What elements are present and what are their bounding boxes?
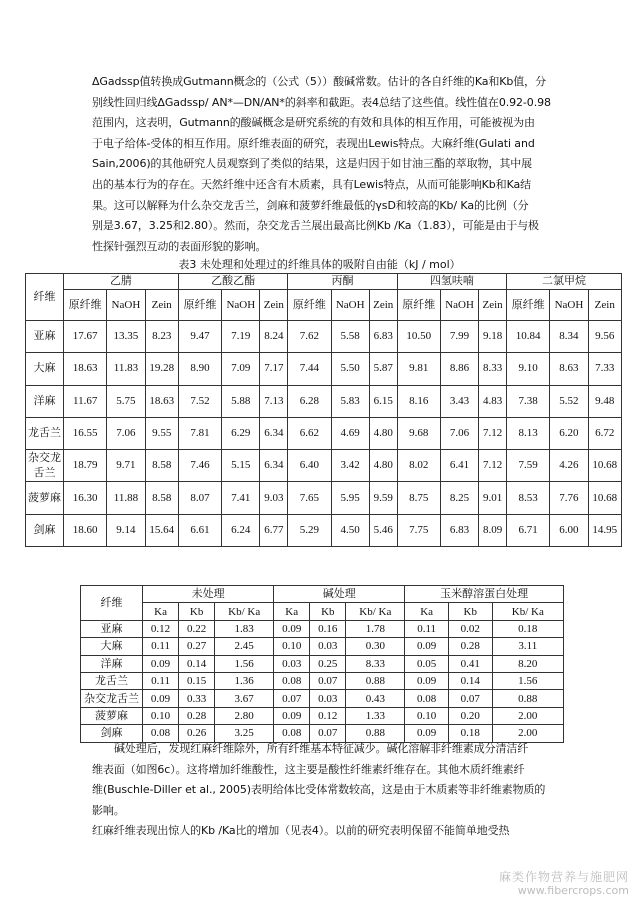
watermark-title: 麻类作物营养与施肥网 [498, 870, 629, 884]
column-header: Zein [479, 290, 507, 321]
table-cell: 5.88 [222, 385, 260, 417]
table-cell: 6.40 [288, 450, 331, 482]
table-cell: 4.69 [331, 417, 369, 449]
table-cell: 7.81 [178, 417, 221, 449]
table-cell: 8.07 [178, 482, 221, 514]
text-line: 维(Buschle-Diller et al., 2005)表明给体比受体常数较高，这是由于木质素等非纤维素物质的 [92, 783, 546, 797]
table-cell: 8.16 [397, 385, 440, 417]
table-cell: 6.83 [369, 321, 397, 353]
table-cell: 0.22 [179, 620, 215, 637]
row-label: 亚麻 [81, 620, 143, 637]
table-cell: 5.29 [288, 514, 331, 546]
text-line: 碱处理后，发现红麻纤维除外，所有纤维基本特征减少。碱化溶解非纤维素成分清洁纤 [114, 742, 529, 755]
text-line: 别线性回归线ΔGadssp/ AN*—DN/AN*的斜率和截距。表4总结了这些值。线性值在0.92-0.98 [92, 95, 551, 109]
table-cell: 1.56 [492, 672, 563, 689]
row-label: 洋麻 [81, 655, 143, 672]
table-cell: 5.83 [331, 385, 369, 417]
table-cell: 9.48 [588, 385, 621, 417]
table-cell: 3.11 [492, 638, 563, 655]
text-line: 果。这可以解释为什么杂交龙舌兰，剑麻和菠萝纤维最低的γsD和较高的Kb/ Ka的比例（分 [92, 198, 529, 212]
table-cell: 0.27 [179, 638, 215, 655]
table-cell: 0.03 [310, 638, 346, 655]
table-cell: 0.08 [143, 725, 179, 742]
table-cell: 5.15 [222, 450, 260, 482]
column-header: NaOH [222, 290, 260, 321]
table-cell: 11.67 [64, 385, 107, 417]
table-cell: 9.68 [397, 417, 440, 449]
table-cell: 9.71 [107, 450, 145, 482]
table-cell: 0.02 [448, 620, 492, 637]
table-cell: 8.33 [479, 353, 507, 385]
table-cell: 3.67 [215, 690, 274, 707]
table-cell: 2.45 [215, 638, 274, 655]
group-header: 玉米醇溶蛋白处理 [405, 586, 564, 603]
table-cell: 6.28 [288, 385, 331, 417]
table-cell: 0.15 [179, 672, 215, 689]
table-cell: 10.68 [588, 482, 621, 514]
row-label: 杂交龙舌兰 [81, 690, 143, 707]
table-row [81, 620, 564, 637]
table-cell: 5.95 [331, 482, 369, 514]
table-cell: 8.34 [550, 321, 588, 353]
table-cell: 10.84 [507, 321, 550, 353]
table-cell: 8.90 [178, 353, 221, 385]
text-line: 出的基本行为的存在。天然纤维中还含有木质素，具有Lewis特点，从而可能影响Kb和Ka结 [92, 177, 532, 191]
table-cell: 0.88 [492, 690, 563, 707]
table-cell: 0.03 [274, 655, 310, 672]
table-cell: 8.24 [260, 321, 288, 353]
table-cell: 8.25 [440, 482, 478, 514]
table-cell: 5.87 [369, 353, 397, 385]
table-cell: 6.62 [288, 417, 331, 449]
column-header: Kb [310, 603, 346, 620]
column-header: Zein [145, 290, 178, 321]
table-cell: 9.03 [260, 482, 288, 514]
table-cell: 0.09 [274, 620, 310, 637]
table-cell: 7.17 [260, 353, 288, 385]
table-cell: 0.09 [274, 707, 310, 724]
text-line: 范围内，这表明，Gutmann的酸碱概念是研究系统的有效和具体的相互作用，可能被视为由 [92, 116, 535, 130]
table-cell: 1.33 [346, 707, 405, 724]
row-label: 亚麻 [26, 321, 64, 353]
table-cell: 1.83 [215, 620, 274, 637]
table-cell: 0.41 [448, 655, 492, 672]
table-cell: 6.00 [550, 514, 588, 546]
table-cell: 0.07 [310, 725, 346, 742]
table-cell: 0.18 [492, 620, 563, 637]
table-cell: 7.44 [288, 353, 331, 385]
table-cell: 7.06 [107, 417, 145, 449]
table-cell: 4.80 [369, 450, 397, 482]
row-label: 杂交龙舌兰 [26, 450, 64, 482]
table-cell: 0.28 [179, 707, 215, 724]
table-cell: 0.03 [310, 690, 346, 707]
table-cell: 9.10 [507, 353, 550, 385]
table-cell: 16.55 [64, 417, 107, 449]
group-header: 碱处理 [274, 586, 405, 603]
table-cell: 7.12 [479, 450, 507, 482]
table-cell: 8.20 [492, 655, 563, 672]
table-cell: 7.75 [397, 514, 440, 546]
row-label: 大麻 [81, 638, 143, 655]
table-cell: 7.62 [288, 321, 331, 353]
table-cell: 2.80 [215, 707, 274, 724]
table-cell: 0.30 [346, 638, 405, 655]
table-cell: 0.12 [310, 707, 346, 724]
table-cell: 7.52 [178, 385, 221, 417]
table-cell: 3.42 [331, 450, 369, 482]
text-line: 别是3.67，3.25和2.80）。然而，杂交龙舌兰展出最高比例Kb /Ka（1.83），可能是由于与极 [92, 219, 539, 233]
group-header: 二氯甲烷 [507, 274, 622, 290]
table-cell: 0.08 [274, 725, 310, 742]
table-cell: 8.86 [440, 353, 478, 385]
table-cell: 0.07 [310, 672, 346, 689]
table-cell: 7.33 [588, 353, 621, 385]
table-cell: 10.68 [588, 450, 621, 482]
table-cell: 0.11 [405, 620, 449, 637]
table-cell: 7.46 [178, 450, 221, 482]
site-watermark [499, 871, 629, 897]
table-cell: 7.59 [507, 450, 550, 482]
row-label: 剑麻 [81, 725, 143, 742]
fiber-header: 纤维 [81, 586, 143, 621]
group-header: 丙酮 [288, 274, 397, 290]
table-cell: 7.99 [440, 321, 478, 353]
table-cell: 9.81 [397, 353, 440, 385]
text-line: 维表面（如图6c）。这将增加纤维酸性，这主要是酸性纤维素纤维存在。其他木质纤维素纤 [92, 762, 525, 776]
table-cell: 8.53 [507, 482, 550, 514]
group-header: 乙酸乙酯 [178, 274, 287, 290]
table-cell: 5.58 [331, 321, 369, 353]
table-cell: 6.77 [260, 514, 288, 546]
table-cell: 0.09 [405, 672, 449, 689]
table-cell: 0.88 [346, 672, 405, 689]
table-cell: 0.09 [143, 655, 179, 672]
table-cell: 0.28 [448, 638, 492, 655]
table-cell: 0.08 [405, 690, 449, 707]
table-cell: 7.65 [288, 482, 331, 514]
table-row [81, 655, 564, 672]
table-cell: 6.15 [369, 385, 397, 417]
table-cell: 9.18 [479, 321, 507, 353]
text-line: 性探针强烈互动的表面形貌的影响。 [92, 239, 267, 253]
column-header: NaOH [440, 290, 478, 321]
table-cell: 6.34 [260, 450, 288, 482]
column-header: Zein [369, 290, 397, 321]
table-cell: 5.46 [369, 514, 397, 546]
table-cell: 9.47 [178, 321, 221, 353]
table-row [81, 707, 564, 724]
table-cell: 5.50 [331, 353, 369, 385]
table-cell: 7.76 [550, 482, 588, 514]
table-cell: 0.09 [405, 638, 449, 655]
group-header: 四氢呋喃 [397, 274, 506, 290]
table-cell: 4.83 [479, 385, 507, 417]
table-cell: 2.00 [492, 707, 563, 724]
table-cell: 0.25 [310, 655, 346, 672]
table-cell: 5.75 [107, 385, 145, 417]
table-cell: 1.56 [215, 655, 274, 672]
table-cell: 7.09 [222, 353, 260, 385]
table-cell: 0.11 [143, 638, 179, 655]
table-cell: 6.72 [588, 417, 621, 449]
table-cell: 0.07 [274, 690, 310, 707]
text-line: 影响。 [92, 803, 125, 817]
column-header: Kb [179, 603, 215, 620]
text-line: Sain,2006)的其他研究人员观察到了类似的结果，这是归因于如甘油三酯的萃取物，其中展 [92, 157, 533, 171]
table-cell: 4.50 [331, 514, 369, 546]
table-cell: 8.02 [397, 450, 440, 482]
table-cell: 2.00 [492, 725, 563, 742]
table-cell: 0.08 [274, 672, 310, 689]
table-cell: 18.79 [64, 450, 107, 482]
table-cell: 0.18 [448, 725, 492, 742]
table-row [26, 321, 622, 353]
row-label: 剑麻 [26, 514, 64, 546]
table-cell: 6.61 [178, 514, 221, 546]
table-cell: 7.19 [222, 321, 260, 353]
table-cell: 9.56 [588, 321, 621, 353]
column-header: 原纤维 [397, 290, 440, 321]
column-header: NaOH [550, 290, 588, 321]
table-cell: 8.63 [550, 353, 588, 385]
table-cell: 6.71 [507, 514, 550, 546]
table-cell: 9.14 [107, 514, 145, 546]
table-cell: 6.29 [222, 417, 260, 449]
column-header: Zein [260, 290, 288, 321]
table-cell: 0.09 [143, 690, 179, 707]
table-cell: 7.06 [440, 417, 478, 449]
column-header: Ka [405, 603, 449, 620]
table-cell: 0.11 [143, 672, 179, 689]
column-header: 原纤维 [507, 290, 550, 321]
table4-acid-base-constants [80, 585, 564, 743]
table-row [26, 353, 622, 385]
table-cell: 7.41 [222, 482, 260, 514]
table-row [26, 385, 622, 417]
table-cell: 3.25 [215, 725, 274, 742]
table-row [26, 514, 622, 546]
table-cell: 15.64 [145, 514, 178, 546]
table-cell: 1.78 [346, 620, 405, 637]
table-cell: 8.75 [397, 482, 440, 514]
column-header: Kb [448, 603, 492, 620]
table-cell: 19.28 [145, 353, 178, 385]
table-cell: 8.33 [346, 655, 405, 672]
table-cell: 8.58 [145, 450, 178, 482]
table-cell: 0.10 [405, 707, 449, 724]
table-cell: 0.07 [448, 690, 492, 707]
table-cell: 11.83 [107, 353, 145, 385]
column-header: 原纤维 [64, 290, 107, 321]
table-cell: 0.88 [346, 725, 405, 742]
table-cell: 6.20 [550, 417, 588, 449]
table-cell: 0.05 [405, 655, 449, 672]
watermark-url: www.fibercrops.com [517, 884, 629, 897]
table-cell: 8.13 [507, 417, 550, 449]
column-header: Ka [274, 603, 310, 620]
table-cell: 4.80 [369, 417, 397, 449]
table-cell: 0.12 [143, 620, 179, 637]
table-cell: 6.24 [222, 514, 260, 546]
paragraph-intro [92, 72, 562, 257]
column-header: Ka [143, 603, 179, 620]
table-cell: 4.26 [550, 450, 588, 482]
table-cell: 0.43 [346, 690, 405, 707]
table-cell: 5.52 [550, 385, 588, 417]
table-cell: 0.09 [405, 725, 449, 742]
table-row [26, 450, 622, 482]
table-cell: 7.38 [507, 385, 550, 417]
group-header: 乙腈 [64, 274, 179, 290]
table-row [81, 690, 564, 707]
column-header: NaOH [107, 290, 145, 321]
table-cell: 7.12 [479, 417, 507, 449]
table3-caption: 表3 未处理和处理过的纤维具体的吸附自由能（kJ / mol） [178, 258, 461, 271]
table3-adsorption-free-energy [25, 273, 622, 547]
table-cell: 6.83 [440, 514, 478, 546]
table-row [26, 482, 622, 514]
row-label: 菠萝麻 [81, 707, 143, 724]
table-cell: 11.88 [107, 482, 145, 514]
column-header: Kb/ Ka [346, 603, 405, 620]
table-cell: 0.14 [179, 655, 215, 672]
table-cell: 13.35 [107, 321, 145, 353]
row-label: 洋麻 [26, 385, 64, 417]
row-label: 龙舌兰 [26, 417, 64, 449]
table-cell: 6.41 [440, 450, 478, 482]
table-cell: 0.16 [310, 620, 346, 637]
table-cell: 17.67 [64, 321, 107, 353]
table-cell: 6.34 [260, 417, 288, 449]
paragraph-alkali [92, 739, 562, 842]
table-cell: 0.10 [274, 638, 310, 655]
table-cell: 9.59 [369, 482, 397, 514]
table-cell: 1.36 [215, 672, 274, 689]
table-cell: 10.50 [397, 321, 440, 353]
column-header: 原纤维 [178, 290, 221, 321]
fiber-header: 纤维 [26, 274, 64, 321]
table-cell: 16.30 [64, 482, 107, 514]
table-cell: 0.20 [448, 707, 492, 724]
table-row [81, 672, 564, 689]
row-label: 大麻 [26, 353, 64, 385]
table-cell: 18.63 [145, 385, 178, 417]
table-cell: 8.23 [145, 321, 178, 353]
column-header: 原纤维 [288, 290, 331, 321]
table-cell: 18.60 [64, 514, 107, 546]
table-cell: 8.09 [479, 514, 507, 546]
table-cell: 0.33 [179, 690, 215, 707]
column-header: NaOH [331, 290, 369, 321]
row-label: 菠萝麻 [26, 482, 64, 514]
text-line: 红麻纤维表现出惊人的Kb /Ka比的增加（见表4）。以前的研究表明保留不能简单地受热 [92, 824, 510, 838]
group-header: 未处理 [143, 586, 274, 603]
column-header: Kb/ Ka [492, 603, 563, 620]
table-cell: 14.95 [588, 514, 621, 546]
table-cell: 9.55 [145, 417, 178, 449]
table-cell: 8.58 [145, 482, 178, 514]
table-cell: 7.13 [260, 385, 288, 417]
text-line: ΔGadssp值转换成Gutmann概念的（公式（5））酸碱常数。估计的各自纤维的Ka和Kb值，分 [92, 75, 546, 88]
table-cell: 0.10 [143, 707, 179, 724]
table-cell: 3.43 [440, 385, 478, 417]
row-label: 龙舌兰 [81, 672, 143, 689]
table-cell: 0.14 [448, 672, 492, 689]
table-row [26, 417, 622, 449]
table-cell: 9.01 [479, 482, 507, 514]
table-row [81, 638, 564, 655]
table-cell: 18.63 [64, 353, 107, 385]
column-header: Zein [588, 290, 621, 321]
text-line: 于电子给体-受体的相互作用。原纤维表面的研究，表现出Lewis特点。大麻纤维(Gulati and [92, 136, 535, 150]
column-header: Kb/ Ka [215, 603, 274, 620]
table-cell: 0.26 [179, 725, 215, 742]
